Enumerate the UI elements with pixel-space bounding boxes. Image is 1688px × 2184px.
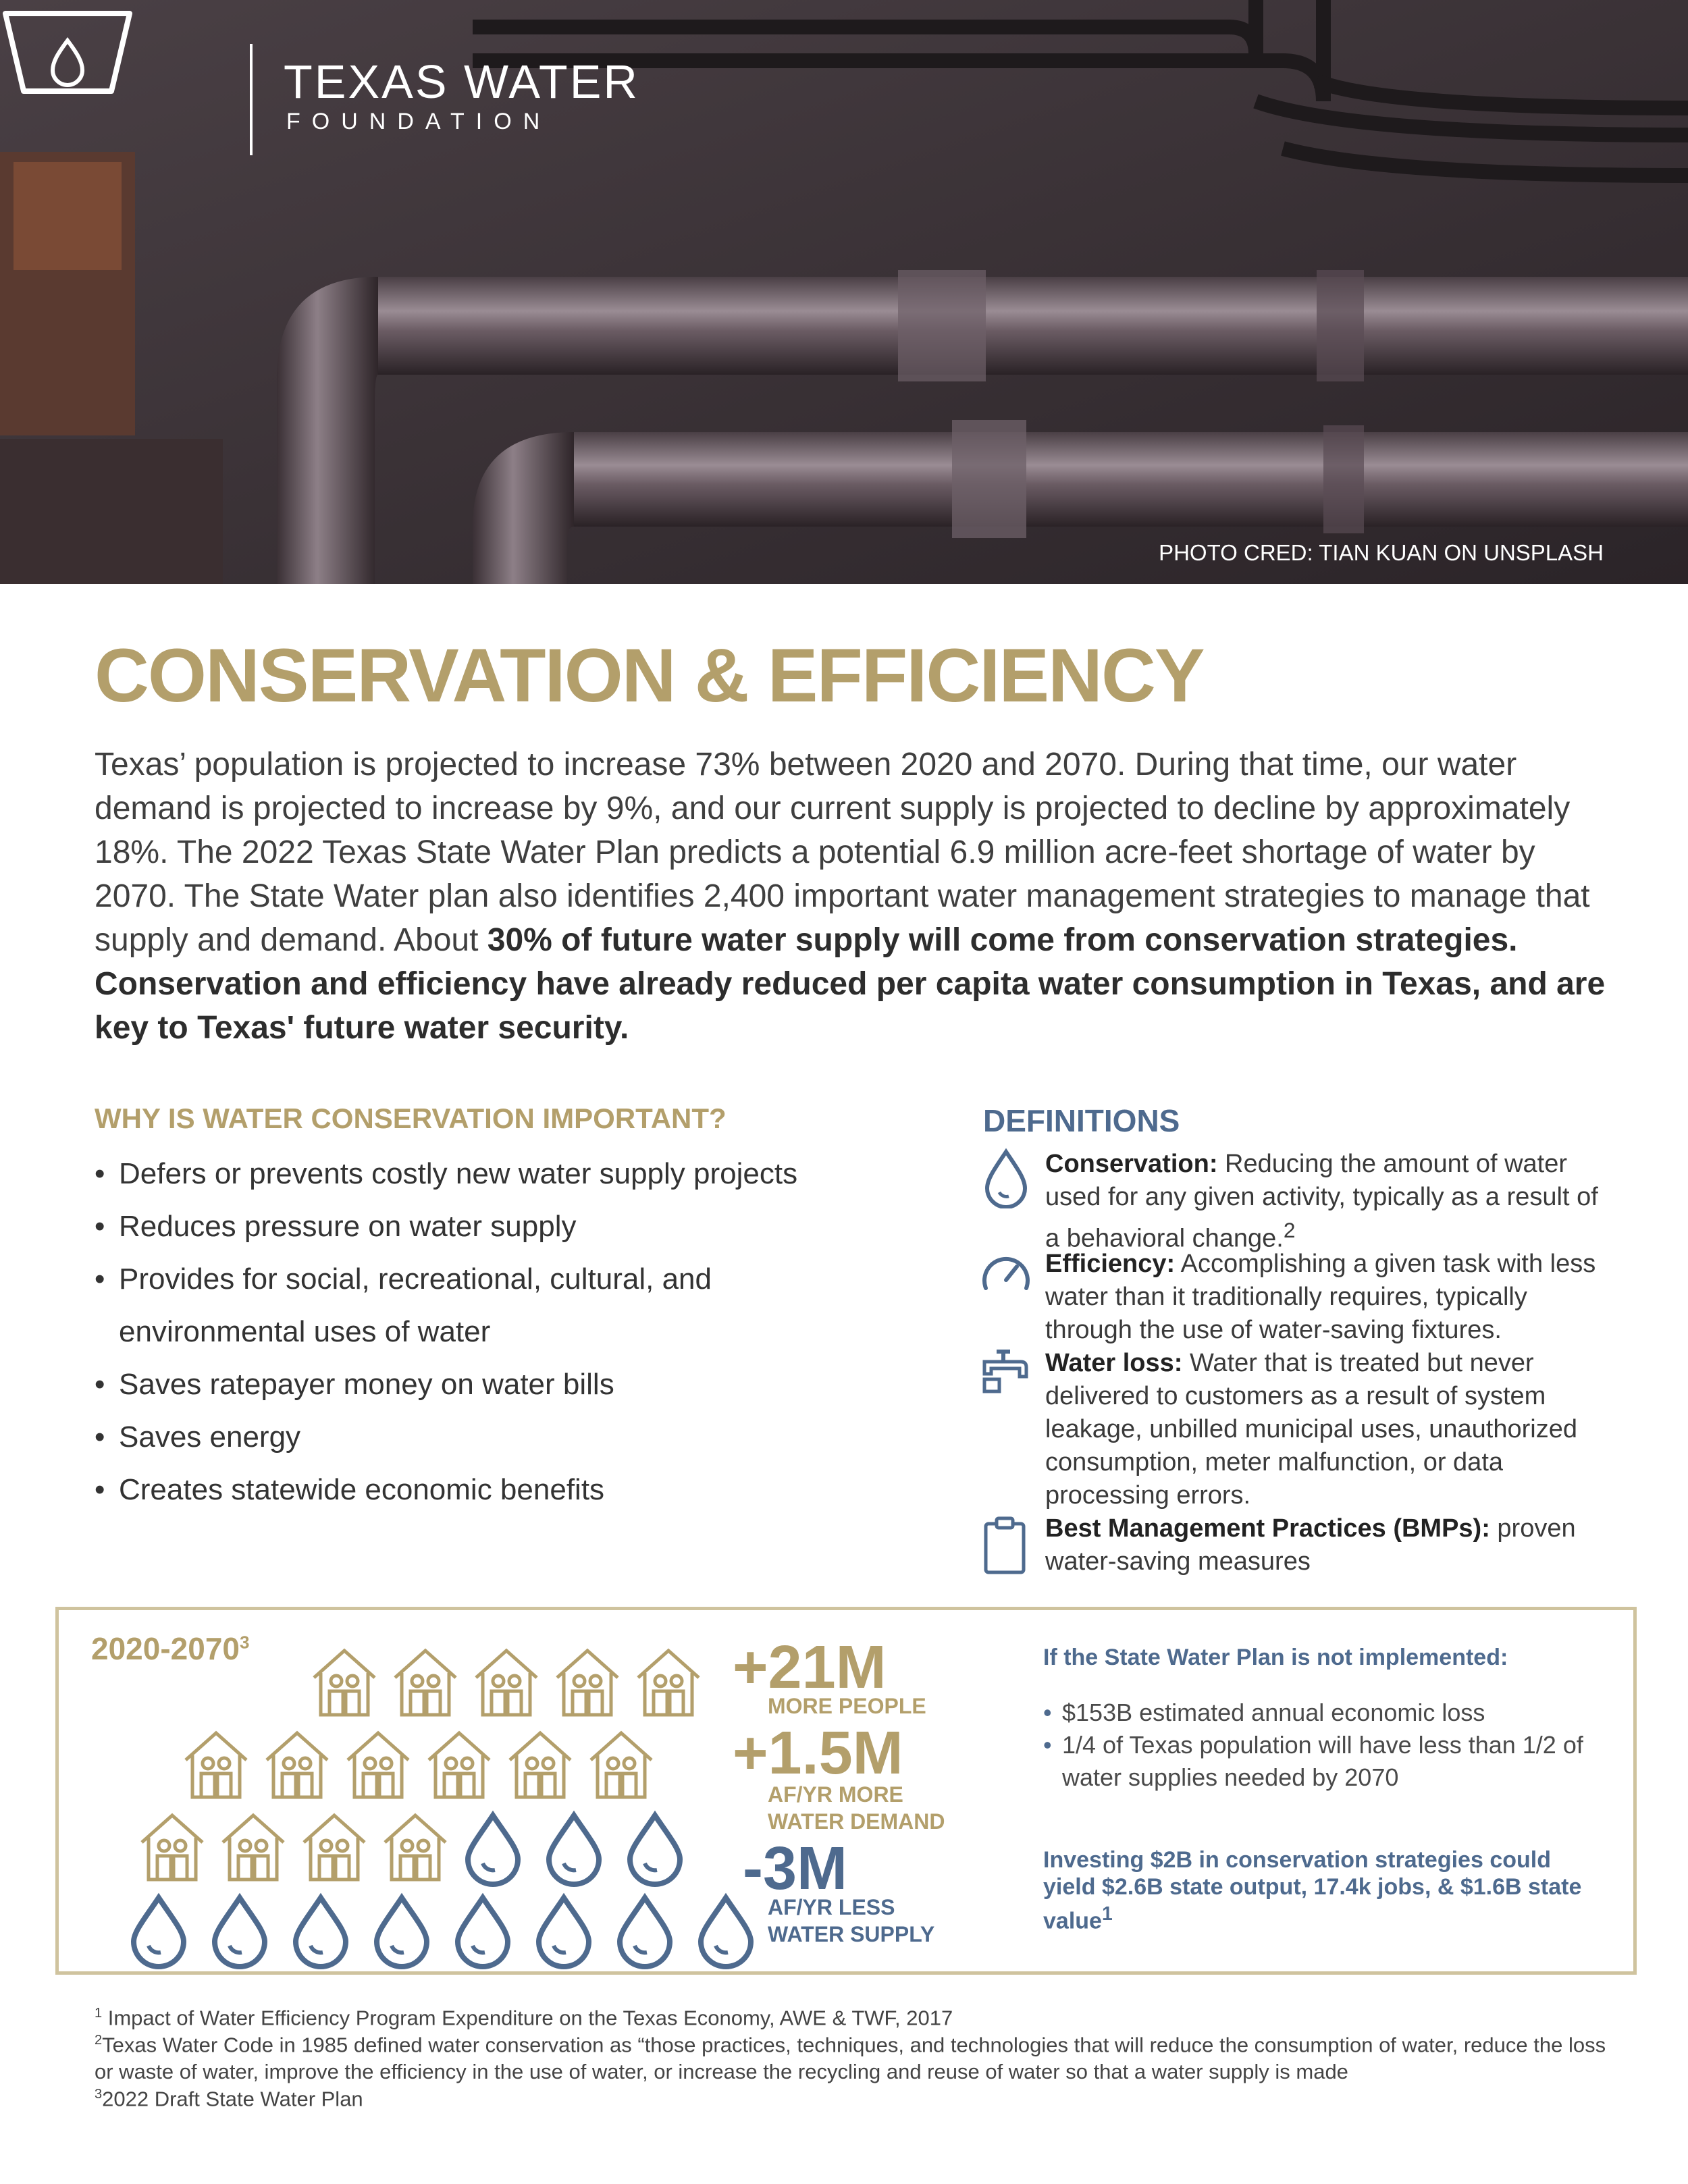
intro-text: Texas’ population is projected to increase 73% between 2020 and 2070. During that time, our water demand is projected to increase by 9%, and our current supply is projected to decline by approximately 18%. The 2022 Texas State Water Plan predicts a potential 6.9 million acre-feet shortage of water by 2070. The State Water plan also identifies 2,400 important water management strategies to manage that supply and demand. About — [95, 747, 1590, 958]
house-icon — [429, 1733, 490, 1797]
footnote-text: Impact of Water Efficiency Program Expenditure on the Texas Economy, AWE & TWF, 2017 — [102, 2006, 953, 2030]
intro-bold-text: 30% of future water supply will come from conservation strategies. Conservation and efficiency have already reduced per capita water consumption in Texas, and are key to Texas' future water security. — [95, 922, 1606, 1046]
water-drop-icon — [630, 1815, 680, 1884]
house-icon — [348, 1733, 408, 1797]
page-title: CONSERVATION & EFFICIENCY — [95, 633, 1204, 718]
why-item: • Saves ratepayer money on water bills — [95, 1358, 905, 1411]
impact-heading: If the State Water Plan is not implemented: — [1043, 1645, 1508, 1670]
water-drop-icon — [215, 1898, 265, 1967]
house-icon — [591, 1733, 652, 1797]
demand-label-2: WATER DEMAND — [768, 1809, 945, 1834]
water-drop-icon — [377, 1898, 427, 1967]
water-drop-icon — [134, 1898, 184, 1967]
house-icon — [304, 1815, 365, 1880]
definition-text: Water that is treated but never delivered to customers as a result of system leakage, unbilled municipal uses, unauthorized consumption, meter malfunction, or data processing errors. — [1045, 1349, 1577, 1510]
house-icon — [385, 1815, 446, 1880]
water-drop-icon — [458, 1898, 508, 1967]
water-drop-icon — [468, 1815, 518, 1884]
house-icon — [314, 1651, 375, 1715]
footnote-ref: 3 — [239, 1632, 250, 1653]
impact-item: • 1/4 of Texas population will have less than 1/2 of water supplies needed by 2070 — [1043, 1729, 1583, 1794]
supply-value: -3M — [743, 1835, 847, 1902]
period-text: 2020-2070 — [91, 1631, 240, 1666]
impact-item: • $153B estimated annual economic loss — [1043, 1697, 1583, 1729]
definitions-heading: DEFINITIONS — [983, 1103, 1180, 1138]
water-drop-icon — [620, 1898, 670, 1967]
photo-credit: PHOTO CRED: TIAN KUAN ON UNSPLASH — [1159, 540, 1604, 565]
people-value: +21M — [733, 1634, 887, 1701]
supply-label-2: WATER SUPPLY — [768, 1922, 935, 1946]
investment-text: Investing $2B in conservation strategies could yield $2.6B state output, 17.4k jobs, & $1.6B state value — [1043, 1847, 1582, 1934]
org-subtitle: FOUNDATION — [286, 109, 552, 134]
footnote-number: 2 — [95, 2033, 103, 2048]
house-icon — [510, 1733, 571, 1797]
footnote-2 — [95, 2027, 1620, 2085]
footnote-text: Texas Water Code in 1985 defined water conservation as “those practices, techniques, and technologies that will reduce the consumption of water, reduce the loss or waste of water, improve the efficiency in the use of water, or increase the recycling and reuse of water so that a water supply is made — [95, 2033, 1606, 2084]
house-icon — [557, 1651, 618, 1715]
house-icon — [638, 1651, 699, 1715]
demand-label-1: AF/YR MORE — [768, 1782, 903, 1807]
house-icon — [142, 1815, 203, 1880]
water-drop-icon — [296, 1898, 346, 1967]
definition-text: proven water-saving measures — [1045, 1514, 1576, 1576]
water-drop-icon — [539, 1898, 589, 1967]
definition-term: Conservation: — [1045, 1150, 1218, 1178]
water-drop-icon — [549, 1815, 599, 1884]
footnote-number: 3 — [95, 2087, 103, 2102]
footnote-3 — [95, 2081, 1620, 2112]
impact-list — [1043, 1697, 1583, 1794]
org-name: TEXAS WATER — [284, 55, 639, 108]
why-item: • Reduces pressure on water supply — [95, 1200, 905, 1253]
why-item: • Provides for social, recreational, cultural, and environmental uses of water — [95, 1253, 905, 1358]
footnote-text: 2022 Draft State Water Plan — [102, 2087, 363, 2111]
definition-term: Best Management Practices (BMPs): — [1045, 1514, 1490, 1543]
house-icon — [186, 1733, 246, 1797]
investment-note — [1043, 1846, 1597, 1934]
definition-text: Reducing the amount of water used for any given activity, typically as a result of a behavioral change. — [1045, 1150, 1598, 1253]
footnote-number: 1 — [95, 2006, 103, 2021]
house-icon — [267, 1733, 327, 1797]
water-drop-icon — [701, 1898, 751, 1967]
people-label: MORE PEOPLE — [768, 1694, 926, 1718]
demand-value: +1.5M — [733, 1720, 903, 1787]
footnote-ref: 1 — [1101, 1903, 1113, 1925]
house-icon — [223, 1815, 284, 1880]
why-item: • Saves energy — [95, 1411, 905, 1464]
why-item: • Creates statewide economic benefits — [95, 1464, 905, 1516]
house-icon — [395, 1651, 456, 1715]
house-icon — [476, 1651, 537, 1715]
supply-label-1: AF/YR LESS — [768, 1895, 895, 1919]
footnote-ref: 2 — [1283, 1218, 1296, 1242]
definition-text: Accomplishing a given task with less water than it traditionally requires, typically through the use of water-saving fixtures. — [1045, 1250, 1596, 1344]
why-heading: WHY IS WATER CONSERVATION IMPORTANT? — [95, 1102, 727, 1134]
definition-term: Efficiency: — [1045, 1250, 1176, 1278]
why-item: • Defers or prevents costly new water supply projects — [95, 1148, 905, 1200]
definition-term: Water loss: — [1045, 1349, 1183, 1377]
